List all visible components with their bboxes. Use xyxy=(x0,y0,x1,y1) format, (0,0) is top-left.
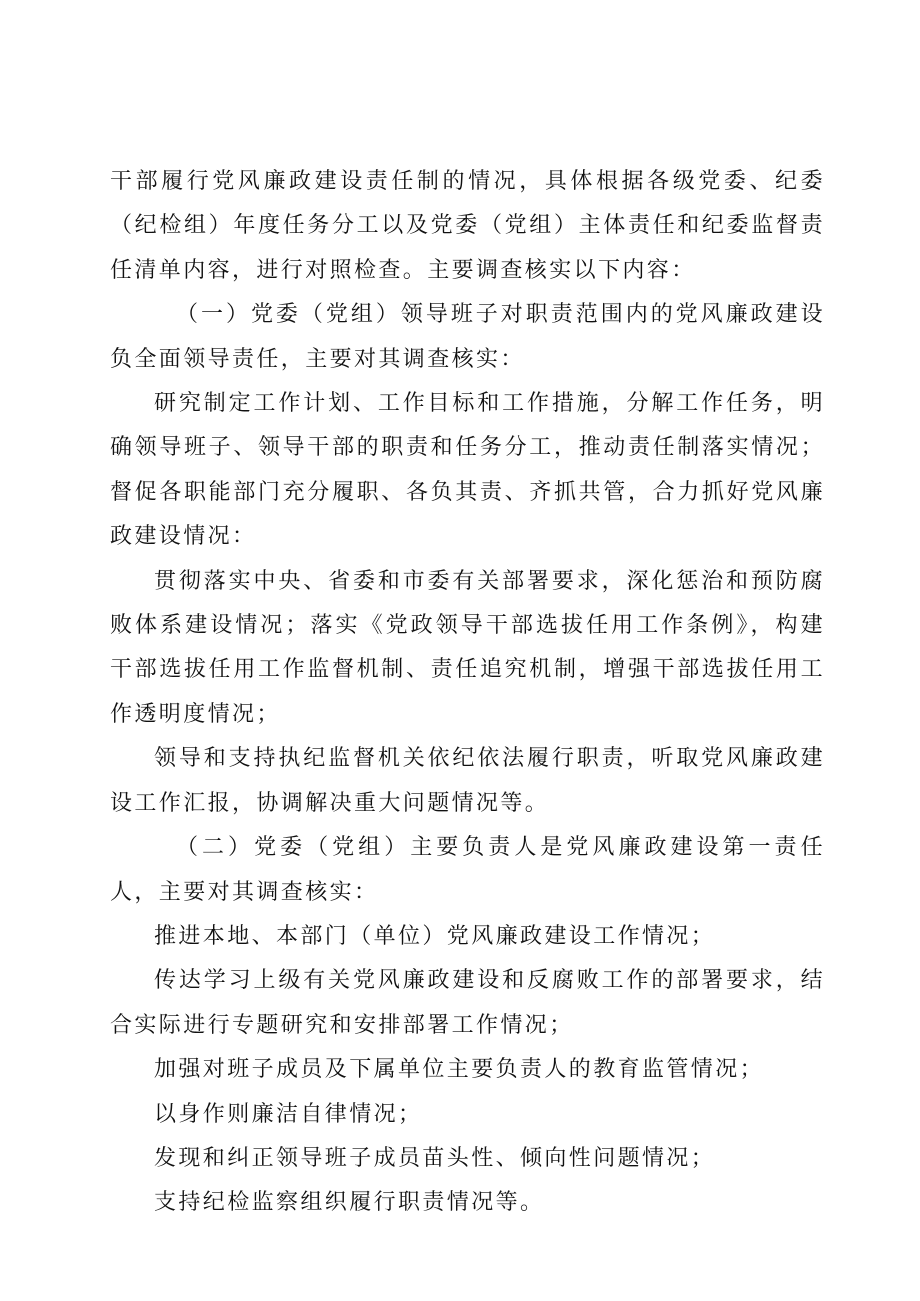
paragraph-self-discipline: 以身作则廉洁自律情况； xyxy=(154,1101,423,1127)
paragraph-advance-work: 推进本地、本部门（单位）党风廉政建设工作情况； xyxy=(154,923,716,949)
paragraph-correct-issues: 发现和纠正领导班子成员苗头性、倾向性问题情况； xyxy=(154,1145,716,1171)
document-body xyxy=(110,160,825,1226)
paragraph-intro: 干部履行党风廉政建设责任制的情况，具体根据各级党委、纪委（纪检组）年度任务分工以及党委（党组）主体责任和纪委监督责任清单内容，进行对照检查。主要调查核实以下内容： xyxy=(110,169,825,283)
paragraph-implementation: 贯彻落实中央、省委和市委有关部署要求，深化惩治和预防腐败体系建设情况；落实《党政领导干部选拔任用工作条例》，构建干部选拔任用工作监督机制、责任追究机制，增强干部选拔任用工作透明度情况； xyxy=(110,568,825,727)
paragraph-convey-study: 传达学习上级有关党风廉政建设和反腐败工作的部署要求，结合实际进行专题研究和安排部署工作情况； xyxy=(110,968,825,1038)
paragraph-support-supervision: 领导和支持执纪监督机关依纪依法履行职责，听取党风廉政建设工作汇报，协调解决重大问题情况等。 xyxy=(110,746,825,816)
paragraph-section-one-heading: （一）党委（党组）领导班子对职责范围内的党风廉政建设负全面领导责任，主要对其调查核实： xyxy=(110,302,825,372)
paragraph-section-two-heading: （二）党委（党组）主要负责人是党风廉政建设第一责任人，主要对其调查核实： xyxy=(110,835,825,905)
paragraph-education-supervision: 加强对班子成员及下属单位主要负责人的教育监管情况； xyxy=(154,1057,765,1083)
paragraph-support-inspection: 支持纪检监察组织履行职责情况等。 xyxy=(154,1190,545,1216)
paragraph-work-plan: 研究制定工作计划、工作目标和工作措施，分解工作任务，明确领导班子、领导干部的职责和任务分工，推动责任制落实情况；督促各职能部门充分履职、各负其责、齐抓共管，合力抓好党风廉政建设情况： xyxy=(110,391,825,550)
